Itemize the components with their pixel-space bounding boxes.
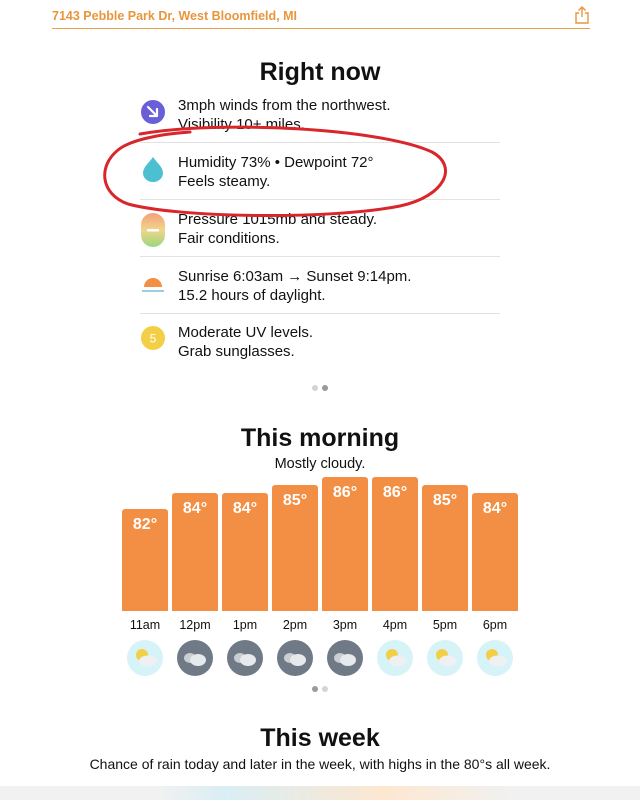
- sunrise-line2: 15.2 hours of daylight.: [178, 287, 326, 304]
- partly-sunny-icon: [426, 639, 464, 677]
- hour-temp: 86°: [332, 484, 358, 501]
- sunrise-row: [140, 267, 500, 307]
- humidity-line2: Feels steamy.: [178, 173, 271, 190]
- hour-label: 11am: [129, 618, 161, 632]
- page-dot: [322, 686, 328, 692]
- uv-row: [140, 323, 500, 363]
- hour-temp: 84°: [182, 500, 208, 517]
- cloudy-icon: [276, 639, 314, 677]
- annotation-circle: [100, 124, 452, 218]
- hour-temp: 82°: [132, 516, 158, 533]
- this-week-subtitle: Chance of rain today and later in the week, with highs in the 80°s all week.: [89, 756, 551, 772]
- partly-sunny-icon: [126, 639, 164, 677]
- page-dot-active: [312, 686, 318, 692]
- sunrise-icon: [140, 271, 166, 297]
- hour-temp: 84°: [232, 500, 258, 517]
- wind-arrow-icon: [140, 99, 166, 125]
- hour-label: 2pm: [282, 618, 308, 632]
- top-bar: [52, 0, 590, 29]
- pressure-line1: Pressure 1015mb and steady.: [178, 211, 378, 228]
- right-now-title: Right now: [259, 58, 381, 86]
- humidity-line1: Humidity 73% • Dewpoint 72°: [178, 154, 374, 171]
- hour-label: 4pm: [382, 618, 408, 632]
- cloudy-icon: [226, 639, 264, 677]
- uv-text: [178, 323, 313, 361]
- hour-temp: 85°: [432, 492, 458, 509]
- cloudy-icon: [176, 639, 214, 677]
- hour-label: 12pm: [179, 618, 211, 632]
- hour-temp: 84°: [482, 500, 508, 517]
- uv-line2: Grab sunglasses.: [178, 343, 295, 360]
- hour-label: 1pm: [232, 618, 258, 632]
- wind-line2: Visibility 10+ miles.: [178, 116, 305, 133]
- partly-sunny-icon: [476, 639, 514, 677]
- hour-label: 6pm: [482, 618, 508, 632]
- uv-index-icon: [140, 325, 166, 351]
- uv-line1: Moderate UV levels.: [178, 324, 314, 341]
- cloudy-icon: [326, 639, 364, 677]
- hour-label: 3pm: [332, 618, 358, 632]
- page-dot-active: [322, 385, 328, 391]
- page-dot: [312, 385, 318, 391]
- share-icon[interactable]: [574, 6, 590, 24]
- partly-sunny-icon: [376, 639, 414, 677]
- divider: [140, 256, 500, 257]
- this-week-title: This week: [260, 724, 380, 752]
- svg-text:5: 5: [149, 331, 157, 346]
- wind-line1: 3mph winds from the northwest.: [178, 97, 391, 114]
- divider: [140, 313, 500, 314]
- hour-label: 5pm: [432, 618, 458, 632]
- this-morning-subtitle: Mostly cloudy.: [274, 456, 366, 472]
- pressure-line2: Fair conditions.: [178, 230, 280, 247]
- hour-temp: 85°: [282, 492, 308, 509]
- location-label[interactable]: 7143 Pebble Park Dr, West Bloomfield, MI: [52, 9, 297, 23]
- sunrise-text: [178, 267, 411, 305]
- this-morning-title: This morning: [240, 424, 400, 452]
- tab-bar[interactable]: [0, 786, 640, 800]
- page-indicator[interactable]: [0, 686, 640, 692]
- sunrise-line1: Sunrise 6:03am → Sunset 9:14pm.: [178, 268, 412, 285]
- page-indicator[interactable]: [0, 385, 640, 391]
- hourly-forecast: [0, 480, 640, 680]
- hour-temp: 86°: [382, 484, 408, 501]
